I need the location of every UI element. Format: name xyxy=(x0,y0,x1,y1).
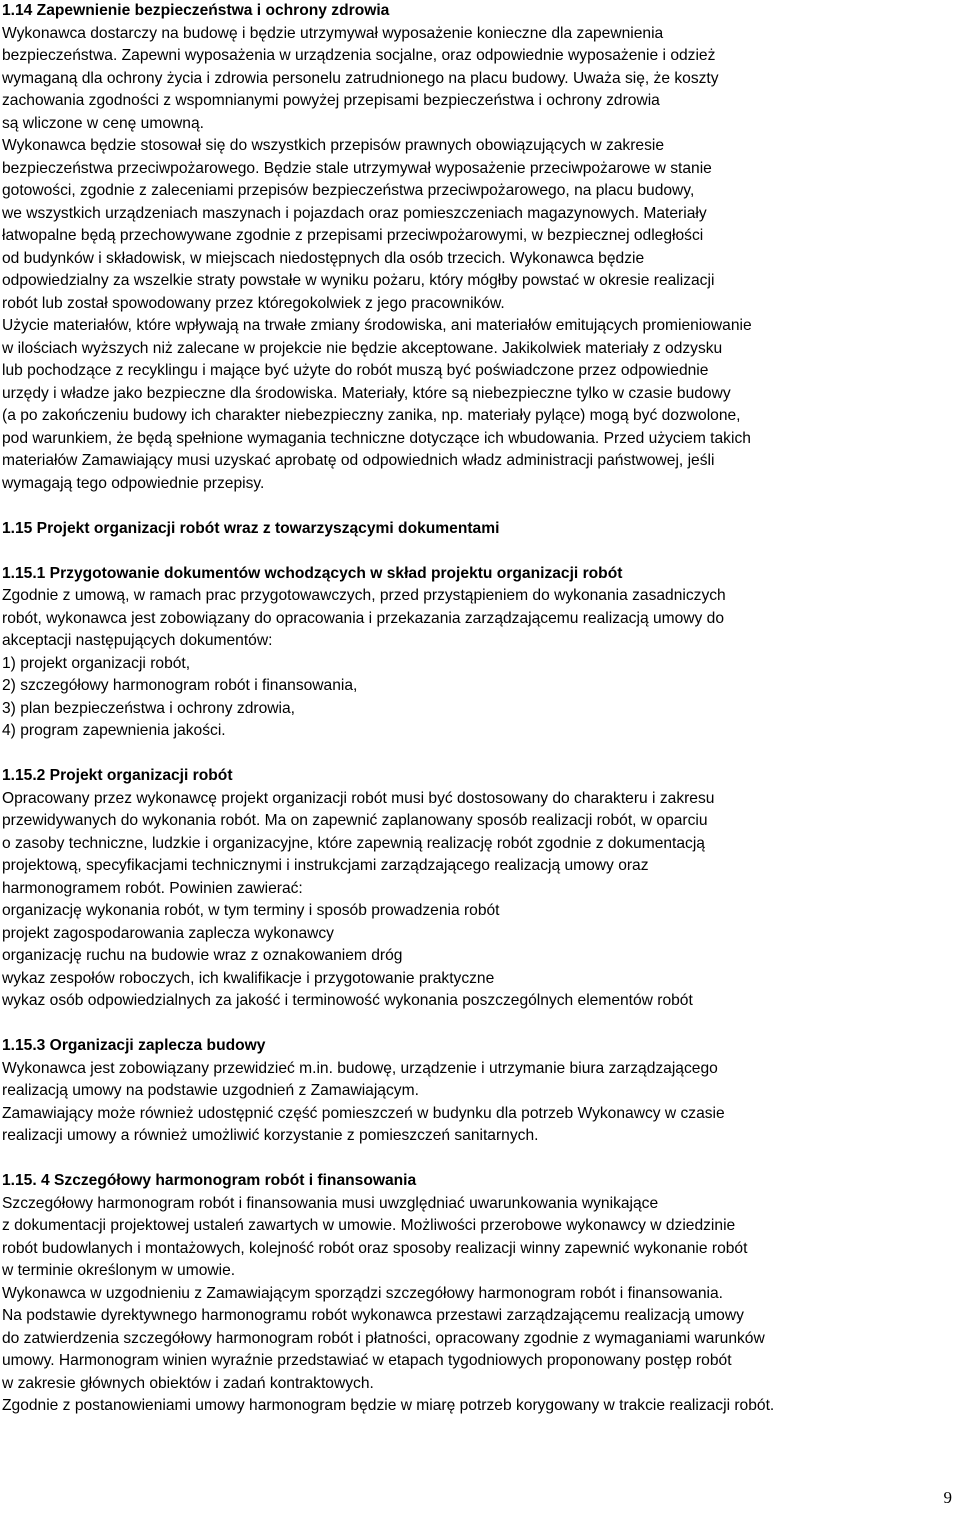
text-line: Wykonawca w uzgodnieniu z Zamawiającym sporządzi szczegółowy harmonogram robót i finansowania. xyxy=(2,1284,723,1302)
text-line: z dokumentacji projektowej ustaleń zawartych w umowie. Możliwości przerobowe wykonawcy w dziedzinie xyxy=(2,1217,736,1234)
text-line: Wykonawca będzie stosował się do wszystkich przepisów prawnych obowiązujących w zakresie xyxy=(2,137,665,154)
text-line: we wszystkich urządzeniach maszynach i pojazdach oraz pomieszczeniach magazynowych. Materiały xyxy=(2,204,707,222)
section-1-15 xyxy=(2,518,960,541)
text-line: harmonogramem robót. Powinien zawierać: xyxy=(2,879,303,897)
text-line: Opracowany przez wykonawcę projekt organizacji robót musi być dostosowany do charakteru i zakresu xyxy=(2,789,715,807)
list-item: wykaz osób odpowiedzialnych za jakość i terminowość wykonania poszczególnych elementów robót xyxy=(2,992,693,1009)
section-1-15-4 xyxy=(2,1170,960,1418)
text-line: zachowania zgodności z wspomnianymi powyżej przepisami bezpieczeństwa i ochrony zdrowia xyxy=(2,92,660,109)
text-line: lub pochodzące z recyklingu i mające być użyte do robót muszą być poświadczone przez odpowiednie xyxy=(2,362,709,379)
list-item: 3) plan bezpieczeństwa i ochrony zdrowia, xyxy=(2,699,295,717)
text-line: przewidywanych do wykonania robót. Ma on zapewnić zaplanowany sposób realizacji robót, w oparciu xyxy=(2,812,708,829)
text-line: do zatwierdzenia szczegółowy harmonogram robót i płatności, opracowany zgodnie z wymaganiami warunków xyxy=(2,1329,765,1347)
section-1-15-2 xyxy=(2,765,960,1013)
text-line: Wykonawca dostarczy na budowę i będzie utrzymywał wyposażenie konieczne dla zapewnienia xyxy=(2,24,664,42)
section-1-15-1 xyxy=(2,563,960,743)
subsection-heading: 1.15.3 Organizacji zaplecza budowy xyxy=(2,1037,266,1054)
page-number: 9 xyxy=(943,1488,952,1507)
text-line: bezpieczeństwa. Zapewni wyposażenia w urządzenia socjalne, oraz odpowiednie wyposażenie i odzież xyxy=(2,47,716,64)
list-item: projekt zagospodarowania zaplecza wykonawcy xyxy=(2,924,334,942)
text-line: w terminie określonym w umowie. xyxy=(2,1262,236,1279)
list-item: 4) program zapewnienia jakości. xyxy=(2,722,226,739)
spacer xyxy=(2,1148,960,1171)
text-line: w zakresie głównych obiektów i zadań kontraktowych. xyxy=(2,1374,374,1392)
text-line: urzędy i władze jako bezpieczne dla środowiska. Materiały, które są niebezpieczne tylko w czasie budowy xyxy=(2,384,731,402)
text-line: robót lub został spowodowany przez któregokolwiek z jego pracowników. xyxy=(2,294,505,312)
subsection-heading: 1.15.1 Przygotowanie dokumentów wchodzących w skład projektu organizacji robót xyxy=(2,564,623,582)
text-line: wymaganą dla ochrony życia i zdrowia personelu zatrudnionego na placu budowy. Uważa się, że koszty xyxy=(2,69,719,87)
text-line: (a po zakończeniu budowy ich charakter niebezpieczny zanika, np. materiały pylące) mogą być dozwolone, xyxy=(2,407,741,424)
section-heading: 1.14 Zapewnienie bezpieczeństwa i ochrony zdrowia xyxy=(2,2,390,19)
section-1-14 xyxy=(2,0,960,495)
text-line: Szczegółowy harmonogram robót i finansowania musi uwzględniać uwarunkowania wynikające xyxy=(2,1194,659,1212)
text-line: umowy. Harmonogram winien wyraźnie przedstawiać w etapach tygodniowych proponowany postęp robót xyxy=(2,1352,732,1369)
spacer xyxy=(2,540,960,563)
text-line: Wykonawca jest zobowiązany przewidzieć m.in. budowę, urządzenie i utrzymanie biura zarządzającego xyxy=(2,1059,718,1077)
text-line: gotowości, zgodnie z zaleceniami przepisów bezpieczeństwa przeciwpożarowego, na placu budowy, xyxy=(2,182,695,199)
text-line: robót budowlanych i montażowych, kolejność robót oraz sposoby realizacji winny zapewnić wykonanie robót xyxy=(2,1239,748,1257)
text-line: odpowiedzialny za wszelkie straty powstałe w wyniku pożaru, który mógłby powstać w okresie realizacji xyxy=(2,272,715,289)
text-line: o zasoby techniczne, ludzkie i organizacyjne, które zapewnią realizację robót zgodnie z dokumentacją xyxy=(2,834,705,852)
text-line: Zamawiający może również udostępnić część pomieszczeń w budynku dla potrzeb Wykonawcy w czasie xyxy=(2,1104,725,1122)
list-item: organizację ruchu na budowie wraz z oznakowaniem dróg xyxy=(2,947,403,964)
spacer xyxy=(2,743,960,766)
text-line: pod warunkiem, że będą spełnione wymagania techniczne dotyczące ich wbudowania. Przed użyciem takich xyxy=(2,429,751,447)
list-item: 2) szczegółowy harmonogram robót i finansowania, xyxy=(2,677,358,694)
section-1-15-3 xyxy=(2,1035,960,1148)
text-line: są wliczone w cenę umowną. xyxy=(2,114,204,132)
text-line: łatwopalne będą przechowywane zgodnie z przepisami przeciwpożarowymi, w bezpiecznej odległości xyxy=(2,227,704,244)
spacer xyxy=(2,1013,960,1036)
text-line: Użycie materiałów, które wpływają na trwałe zmiany środowiska, ani materiałów emitujących promieniowanie xyxy=(2,317,752,334)
text-line: wymagają tego odpowiednie przepisy. xyxy=(2,474,265,492)
subsection-heading: 1.15. 4 Szczegółowy harmonogram robót i finansowania xyxy=(2,1172,417,1189)
text-line: robót, wykonawca jest zobowiązany do opracowania i przekazania zarządzającemu realizacją umowy do xyxy=(2,609,725,627)
list-item: wykaz zespołów roboczych, ich kwalifikacje i przygotowanie praktyczne xyxy=(2,969,495,987)
text-line: w ilościach wyższych niż zalecane w projekcie nie będzie akceptowane. Jakikolwiek materiały z odzysku xyxy=(2,339,723,357)
list-item: organizację wykonania robót, w tym terminy i sposób prowadzenia robót xyxy=(2,902,500,919)
text-line: Na podstawie dyrektywnego harmonogramu robót wykonawca przestawi zarządzającemu realizacją umowy xyxy=(2,1307,744,1324)
text-line: realizacji umowy a również umożliwić korzystanie z pomieszczeń sanitarnych. xyxy=(2,1127,539,1144)
text-line: Zgodnie z umową, w ramach prac przygotowawczych, przed przystąpieniem do wykonania zasadniczych xyxy=(2,587,726,604)
section-heading: 1.15 Projekt organizacji robót wraz z towarzyszącymi dokumentami xyxy=(2,519,500,537)
text-line: od budynków i składowisk, w miejscach niedostępnych dla osób trzecich. Wykonawca będzie xyxy=(2,249,645,267)
list-item: 1) projekt organizacji robót, xyxy=(2,654,191,672)
text-line: projektową, specyfikacjami technicznymi i instrukcjami zarządzającego realizacją umowy oraz xyxy=(2,857,649,874)
subsection-heading: 1.15.2 Projekt organizacji robót xyxy=(2,767,233,784)
text-line: realizacją umowy na podstawie uzgodnień z Zamawiającym. xyxy=(2,1082,419,1099)
text-line: Zgodnie z postanowieniami umowy harmonogram będzie w miarę potrzeb korygowany w trakcie realizacji robót. xyxy=(2,1397,775,1414)
text-line: bezpieczeństwa przeciwpożarowego. Będzie stale utrzymywał wyposażenie przeciwpożarowe w stanie xyxy=(2,159,712,177)
text-line: materiałów Zamawiający musi uzyskać aprobatę od odpowiednich władz administracji państwowej, jeśli xyxy=(2,452,715,469)
text-line: akceptacji następujących dokumentów: xyxy=(2,632,273,649)
spacer xyxy=(2,495,960,518)
